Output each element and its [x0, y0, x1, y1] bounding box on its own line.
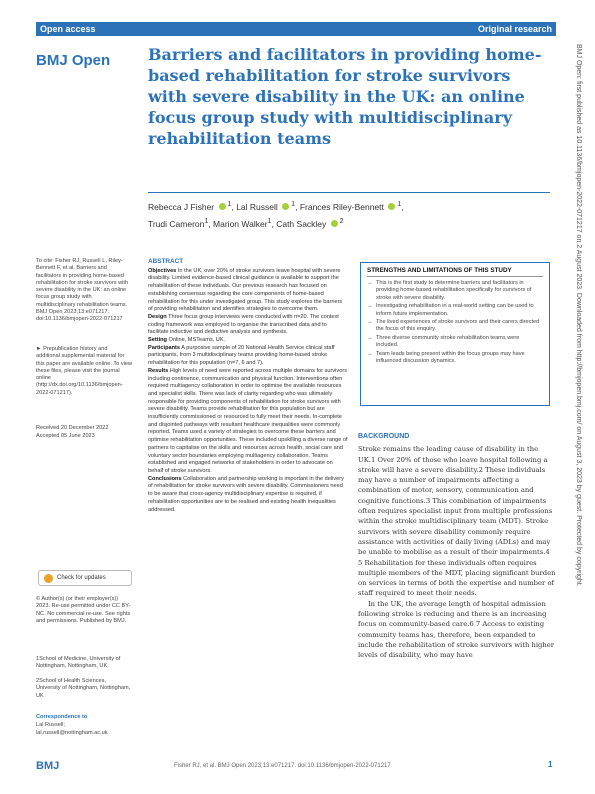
author-sup: 1: [204, 216, 209, 225]
strength-item: → This is the first study to determine barriers and facilitators in providing home-based rehabilitation specifically for survivors of stroke with severe disability.: [367, 280, 543, 302]
abstract: [148, 258, 348, 514]
title-divider: [148, 192, 550, 193]
correspondence-name: Lal Russell;: [36, 722, 65, 728]
article-title: Barriers and facilitators in providing home-based rehabilitation for stroke survivors with severe disability in the UK: an online focus group study with multidisciplinary rehabilitation teams: [148, 45, 542, 148]
citation-note: To cite: Fisher RJ, Russell L, Riley-Bennett F, et al. Barriers and facilitators in providing home-based rehabilitation for stroke survivors with severe disability in the UK: an online focus group study with multidisciplinary rehabilitation teams. BMJ Open 2023;13:e071217. doi:10.1136/bmjopen-2022-071217: [36, 258, 129, 323]
article-type-label: Original research: [477, 24, 552, 34]
background-heading: BACKGROUND: [358, 433, 410, 440]
orcid-icon[interactable]: [219, 203, 226, 210]
right-margin-note[interactable]: BMJ Open: first published as 10.1136/bmjopen-2022-071217 on 2 August 2023. Downloaded from http://bmjopen.bmj.com/ on August 3, 2023 by guest. Protected by copyright.: [575, 44, 582, 587]
check-for-updates-button[interactable]: [38, 570, 132, 586]
setting-label: Setting: [148, 337, 167, 344]
bmj-logo: BMJ: [36, 760, 60, 772]
design-text: Three focus group interviews were conducted with n=20. The context coding framework was employed to organise the transcribed data and to facilitate inductive and deductive analysis and synthesis.: [148, 313, 339, 336]
check-label: Check for updates: [57, 575, 106, 581]
received-date: Received 20 December 2022: [36, 425, 109, 431]
participants-text: A purposive sample of 20 National Health Service clinical staff participants, from 3 multidisciplinary teams providing home-based stroke rehabilitation for this population (n=7, 6 and 7).: [148, 344, 335, 367]
background-section: [358, 432, 556, 661]
journal-brand: BMJ Open: [36, 52, 111, 69]
conclusions-label: Conclusions: [148, 475, 182, 482]
affiliation-2: 2School of Health Sciences, University of Nottingham, Nottingham, UK: [36, 678, 131, 699]
footer-citation: Fisher RJ, et al. BMJ Open 2023;13:e071217. doi:10.1136/bmjopen-2022-071217: [174, 763, 391, 769]
orcid-icon[interactable]: [282, 203, 289, 210]
page-number: 1: [548, 760, 553, 769]
prepublication-note[interactable]: ► Prepublication history and additional supplemental material for this paper are available online. To view these files, please visit the journal online (http://dx.doi.org/10.1136/bmjopen-2022-071217).: [36, 346, 132, 396]
correspondence-label: Correspondence to: [36, 714, 88, 720]
author-name: Lal Russell: [236, 201, 278, 212]
author[interactable]: [276, 216, 344, 229]
correspondence-email[interactable]: lal.russell@nottingham.ac.uk: [36, 730, 108, 736]
author[interactable]: Lal Russell $^1$,: [236, 200, 300, 212]
author-name: Trudi Cameron: [148, 218, 205, 229]
author-name: Cath Sackley: [276, 218, 327, 229]
strengths-limitations-box: [360, 262, 550, 406]
author[interactable]: Rebecca J Fisher $^1$,: [148, 200, 237, 212]
orcid-icon[interactable]: [388, 203, 395, 210]
strengths-heading: STRENGTHS AND LIMITATIONS OF THIS STUDY: [367, 267, 543, 277]
author[interactable]: Trudi Cameron$^1$,: [148, 216, 214, 229]
author-sup: 2: [339, 216, 344, 225]
strength-item: → Team leads being present within the focus groups may have influenced discussion dynamics.: [367, 351, 543, 366]
background-paragraph: In the UK, the average length of hospital admission following stroke is reducing and there is an increasing focus on community-based care.6 7 Access to existing community teams has, therefore, been expanded to include the rehabilitation of stroke survivors with higher levels of disability, who may have: [358, 599, 555, 660]
author[interactable]: Marion Walker$^1$,: [213, 216, 277, 229]
open-access-label: Open access: [40, 24, 96, 34]
header-bar: [36, 22, 556, 36]
strength-item: → Three diverse community stroke rehabilitation teams were included.: [367, 335, 543, 350]
author-name: Frances Riley-Bennett: [299, 201, 384, 212]
abstract-heading: ABSTRACT: [148, 258, 184, 265]
objectives-label: Objectives: [148, 267, 177, 274]
author-sup: 1: [267, 216, 272, 225]
objectives-text: In the UK, over 20% of stroke survivors leave hospital with severe disability. Limited evidence-based clinical guidance is available to support the rehabilitation of these individuals. Our previous research has focused on establishing consensus regarding the core components of home-based rehabilitation for this under investigated group. This study explores the barriers of providing rehabilitation and identifies strategies to overcome them.: [148, 267, 343, 313]
affiliation-1: 1School of Medicine, University of Nottingham, Nottingham, UK: [36, 656, 121, 670]
participants-label: Participants: [148, 344, 181, 351]
results-label: Results: [148, 367, 169, 374]
author-name: Marion Walker: [213, 218, 268, 229]
author-list: [148, 197, 548, 231]
strength-item: → The lived experiences of stroke survivors and their carers directed the focus of this enquiry.: [367, 319, 543, 334]
copyright-note: © Author(s) (or their employer(s)) 2023. Re-use permitted under CC BY-NC. No commercial re-use. See rights and permissions. Published by BMJ.: [36, 596, 131, 624]
accepted-date: Accepted 05 June 2023: [36, 433, 95, 439]
update-icon: [44, 574, 53, 583]
design-label: Design: [148, 313, 167, 320]
results-text: High levels of need were reported across multiple domains for survivors including continence, communication and physical function. Interventions often required multiagency collaboration in order to optimise the available resources and specialist skills. There was lack of clarity regarding who was ultimately responsible for providing components of rehabilitation for stroke survivors with severe disability. Teams provide rehabilitation for this population but are insufficiently commissioned or resourced to fully meet their needs. In-complete and disjointed pathways with resultant healthcare inequalities were commonly reported. Teams used a variety of strategies to overcome these barriers and optimise rehabilitation opportunities. These included upskilling a diverse range of partners to capitalise on the skills and resources across health, social care and voluntary sector boundaries employing multiagency collaboration. Teams established and engaged networks of stakeholders in order to advocate on behalf of stroke survivors.: [148, 367, 348, 474]
background-paragraph: Stroke remains the leading cause of disability in the UK.1 Over 20% of those who leave hospital following a stroke will have a severe disability.2 These individuals may have a number of impairments affecting a combination of motor, sensory, communication and cognitive functions.3 This combination of impairments often requires specialist input from multiple professions within the stroke multidisciplinary team (MDT). Stroke survivors with severe disability commonly require assistance with activities of daily living (ADLs) and may be unable to mobilise as a result of their impairments.4 5 Rehabilitation for these individuals often requires multiple members of the MDT, placing significant burden on services in terms of both the expertise and number of staff required to meet their needs.: [358, 445, 556, 598]
strength-item: → Investigating rehabilitation in a real-world setting can be used to inform future implementation.: [367, 303, 543, 318]
author[interactable]: Frances Riley-Bennett $^1$,: [299, 200, 404, 212]
setting-text: Online, MSTeams, UK.: [168, 337, 226, 344]
author-sup: 1: [397, 200, 402, 208]
author-sup: 1: [227, 200, 232, 208]
orcid-icon[interactable]: [331, 220, 338, 227]
conclusions-text: Collaboration and partnership working is important in the delivery of rehabilitation for stroke survivors with severe disability. Commissioners need to be aware that cross-agency multidisciplinary expertise is required, if rehabilitation opportunities are to be realised and existing health inequalities addressed.: [148, 475, 344, 513]
author-name: Rebecca J Fisher: [148, 201, 215, 212]
author-sup: 1: [291, 200, 296, 208]
